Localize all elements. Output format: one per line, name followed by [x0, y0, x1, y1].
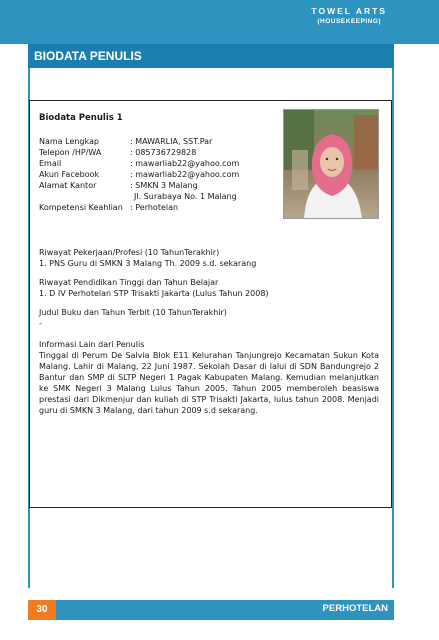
info-table — [39, 136, 239, 213]
info-value: : mawarliab22@yahoo.com — [130, 159, 240, 168]
info-row-facebook — [39, 169, 239, 180]
author-photo — [283, 109, 379, 219]
education-history-title: Riwayat Pendidikan Tinggi dan Tahun Belajar — [39, 278, 219, 287]
info-label: Nama Lengkap — [39, 137, 99, 146]
section-bar — [28, 44, 394, 68]
book-subtitle: (HOUSEKEEPING) — [317, 18, 382, 25]
education-history — [39, 277, 379, 299]
info-value: : MAWARLIA, SST.Par — [130, 137, 213, 146]
other-info-title: Informasi Lain dari Penulis — [39, 340, 145, 349]
biodata-box — [29, 100, 392, 508]
info-row-email — [39, 158, 239, 169]
footer-label: PERHOTELAN — [322, 603, 388, 614]
work-history-item: 1. PNS Guru di SMKN 3 Malang Th. 2009 s.d. sekarang — [39, 259, 257, 268]
other-info — [39, 339, 379, 416]
info-label: Alamat Kantor — [39, 181, 97, 190]
other-info-text: Tinggal di Perum De Salvia Blok E11 Kelurahan Tanjungrejo Kecamatan Sukun Kota Malang. Lahir di Malang, 22 Juni 1987. Sekolah Dasar di lalui di SDN Bandungrejo 2 Bantur dan SMP di SLTP Negeri 1 Pagak Kabupaten Malang. Kemudian melanjutkan ke SMK Negeri 3 Malang Lulus Tahun 2005. Tahun 2005 memberoleh beasiswa prestasi dari Dikmenjur dan kuliah di STP Trisakti Jakarta, lulus tahun 2008. Menjadi guru di SMKN 3 Malang, dari tahun 2009 s.d sekarang. — [39, 351, 379, 415]
books-published-item: - — [39, 319, 42, 328]
work-history-title: Riwayat Pekerjaan/Profesi (10 TahunTerakhir) — [39, 248, 220, 257]
books-published — [39, 307, 379, 329]
author-photo-illustration — [284, 110, 379, 219]
info-label — [39, 191, 130, 202]
info-row-office-address — [39, 191, 239, 202]
info-value: : SMKN 3 Malang — [130, 181, 198, 190]
info-label: Email — [39, 159, 62, 168]
info-value: : mawarliab22@yahoo.com — [130, 170, 240, 179]
page-number: 30 — [28, 600, 56, 620]
info-value: Jl. Surabaya No. 1 Malang — [134, 192, 237, 201]
info-row-name — [39, 136, 239, 147]
info-row-office — [39, 180, 239, 191]
books-published-title: Judul Buku dan Tahun Terbit (10 TahunTerakhir) — [39, 308, 227, 317]
book-title: TOWEL ARTS — [311, 6, 387, 16]
info-value: : Perhotelan — [130, 203, 179, 212]
book-title-tag — [311, 6, 387, 25]
biodata-heading: Biodata Penulis 1 — [39, 113, 123, 123]
info-label: Kompetensi Keahlian — [39, 203, 123, 212]
info-row-phone — [39, 147, 239, 158]
section-title: BIODATA PENULIS — [34, 49, 142, 63]
info-label: Akun Facebook — [39, 170, 100, 179]
info-label: Telepon /HP/WA — [39, 148, 102, 157]
info-row-competency — [39, 202, 239, 213]
education-history-item: 1. D IV Perhotelan STP Trisakti Jakarta (Lulus Tahun 2008) — [39, 289, 269, 298]
info-value: : 085736729828 — [130, 148, 197, 157]
work-history — [39, 247, 379, 269]
